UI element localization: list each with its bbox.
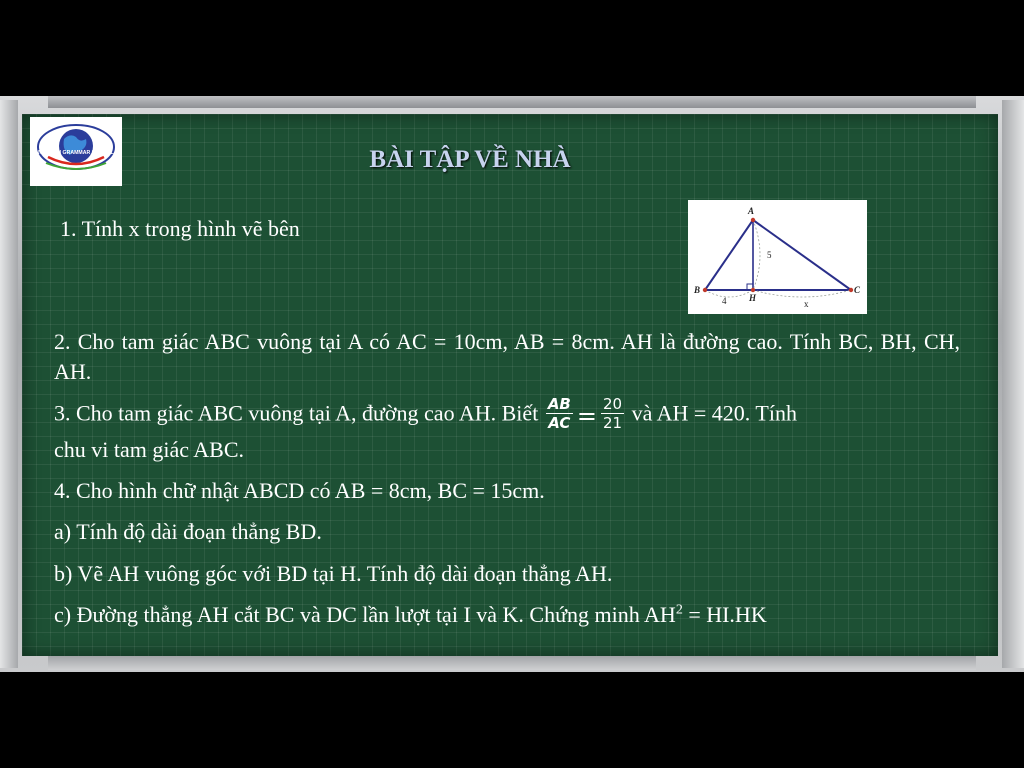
frame-bottom-bar [48,656,976,670]
frame-right-bar [1002,100,1024,668]
arc-hc [753,290,851,297]
exponent: 2 [675,602,683,618]
point-c [849,288,853,292]
label-bh-length: 4 [722,296,727,306]
exercise-4c-tail: = HI.HK [682,602,767,627]
page-title: BÀI TẬP VỀ NHÀ [369,146,571,173]
fraction-20-21 [601,395,624,432]
triangle-figure [688,200,867,314]
exercise-4b: b) Vẽ AH vuông góc với BD tại H. Tính độ dài đoạn thẳng AH. [54,561,613,586]
label-a: A [748,206,755,216]
exercise-4a: a) Tính độ dài đoạn thẳng BD. [54,519,322,544]
label-hc-length: x [804,299,809,309]
exercise-4c-text: c) Đường thẳng AH cắt BC và DC lần lượt tại I và K. Chứng minh AH [54,602,676,627]
label-c: C [854,285,861,295]
point-h [751,288,755,292]
exercise-3-text: 3. Cho tam giác ABC vuông tại A, đường cao AH. Biết [54,400,539,426]
frame-left-bar [0,100,18,668]
school-name-text: NEWTON GRAMMAR SCHOOL [38,150,114,156]
exercise-3 [54,397,797,434]
school-logo [30,117,122,186]
exercise-2: 2. Cho tam giác ABC vuông tại A có AC = 10cm, AB = 8cm. AH là đường cao. Tính BC, BH, CH, AH. [54,329,960,384]
label-b: B [694,285,701,295]
fraction-ab-ac [546,395,573,432]
arc-bh [705,290,753,297]
label-ah-length: 5 [767,250,772,260]
arc-ah [753,220,760,290]
exercise-4: 4. Cho hình chữ nhật ABCD có AB = 8cm, BC = 15cm. [54,478,545,503]
exercise-4c [54,600,767,630]
equals-sign: = [576,401,597,430]
fraction-denominator: 21 [602,414,623,432]
exercise-3-text-after: và AH = 420. Tính [631,400,797,426]
fraction-denominator: AC [548,414,571,432]
point-a [751,218,755,222]
frame-top-bar [48,96,976,108]
fraction-numerator: 20 [602,395,623,413]
point-b [703,288,707,292]
fraction-numerator: AB [547,395,571,413]
exercise-1: 1. Tính x trong hình vẽ bên [60,216,300,241]
exercise-3-line-2: chu vi tam giác ABC. [54,437,245,462]
label-h: H [749,293,757,303]
side-ab [705,220,753,290]
